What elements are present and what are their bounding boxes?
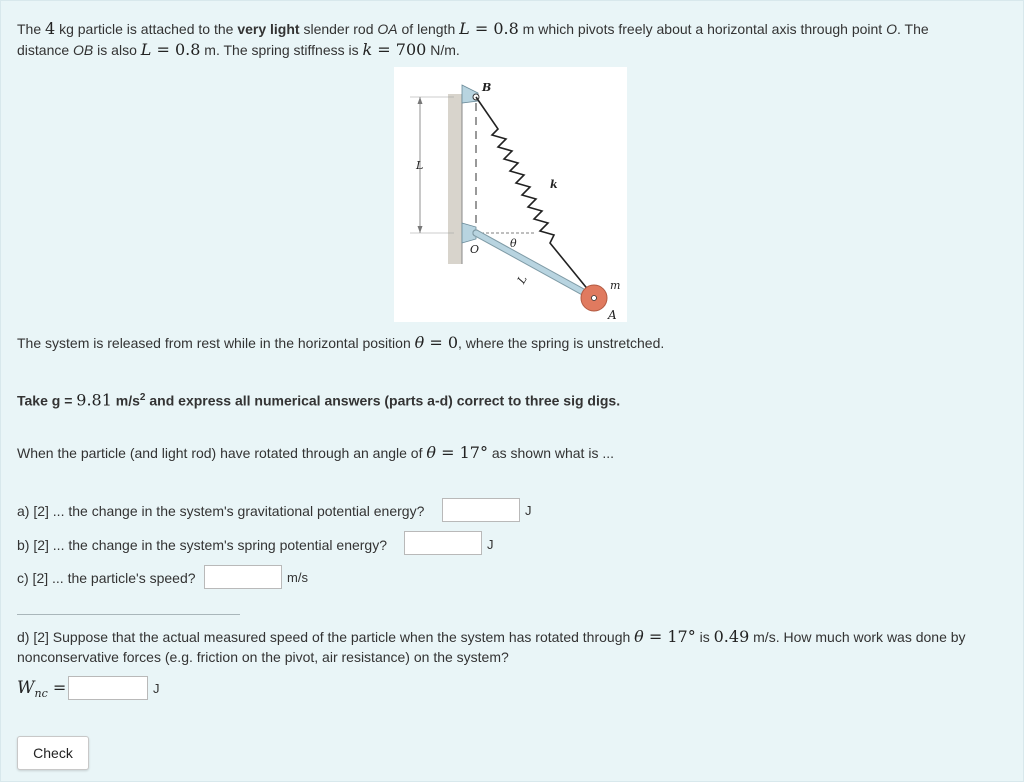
work-label [17,677,66,704]
intro-text: kg particle is attached to the [55,21,238,37]
release-text: The system is released from rest while in the horizontal position [17,335,415,351]
label-m: m [610,279,621,292]
release-text: , where the spring is unstretched. [458,335,665,351]
label-B: B [482,81,492,94]
intro-text: m. The spring stiffness is [200,42,363,58]
answer-b-unit: J [487,537,494,552]
intro-text: distance [17,42,74,58]
theta-symbol: θ [634,627,644,646]
check-button[interactable]: Check [17,736,89,770]
question-d-part: is [695,629,714,645]
intro-text: N/m. [426,42,460,58]
theta-symbol: θ [414,333,425,352]
stiffness-symbol: k [362,40,373,59]
label-theta: θ [510,237,517,250]
label-O: O [470,243,480,256]
theta-value: = 0 [424,333,459,352]
question-d-part: d) [2] Suppose that the actual measured speed of the particle when the system has rotated through [17,629,635,645]
dimension-arrow-top [418,97,423,104]
label-L-rod: L [514,273,530,286]
rotation-text: as shown what is ... [487,445,615,461]
problem-statement-line2 [17,39,460,61]
answer-d-input[interactable] [68,676,148,700]
length-value: = 0.8 [469,19,519,38]
wall [448,94,462,264]
pivot-label: O [886,21,897,37]
intro-text: . The [896,21,929,37]
mass-value: 4 [45,19,56,38]
instructions-unit: m/s [111,392,140,409]
intro-text: is also [93,42,141,58]
question-d-line2: nonconservative forces (e.g. friction on the pivot, air resistance) on the system? [17,649,509,665]
answer-d-unit: J [153,681,160,696]
instructions-superscript: 2 [139,392,146,403]
answer-a-unit: J [525,503,532,518]
work-symbol: W [17,678,35,698]
length-symbol: L [140,40,152,59]
dimension-arrow-bottom [418,226,423,233]
instructions-text: and express all numerical answers (parts a-d) correct to three sig digs. [145,392,621,409]
label-L-left: L [416,159,424,172]
intro-text: of length [397,21,460,37]
mechanism-figure [394,67,627,322]
theta-symbol: θ [426,443,437,462]
answer-c-unit: m/s [287,570,308,585]
intro-text: The [17,21,46,37]
work-equals: = [47,678,67,697]
problem-statement [17,18,929,40]
intro-text: m which pivots freely about a horizontal axis through point [518,21,887,37]
answer-c-input[interactable] [204,565,282,589]
length-symbol: L [459,19,470,38]
particle-joint [592,296,597,301]
instructions [17,387,620,412]
intro-bold: very light [237,21,300,37]
question-c-label: c) [2] ... the particle's speed? [17,570,196,586]
mechanism-diagram [394,67,627,322]
question-d-part: m/s. How much work was done by [749,629,966,645]
rod-label: OA [377,21,398,37]
stiffness-value: = 700 [372,40,427,59]
theta-value: = 17° [436,443,488,462]
measured-speed: 0.49 [713,627,750,646]
release-statement [17,332,664,354]
question-b-label: b) [2] ... the change in the system's spring potential energy? [17,537,387,553]
label-A: A [608,308,617,322]
rod [476,233,594,298]
question-d-text [17,626,966,648]
question-a-label: a) [2] ... the change in the system's gravitational potential energy? [17,503,425,519]
divider [17,614,240,615]
work-subscript: nc [34,686,48,700]
instructions-text: Take g = [17,392,77,409]
length-value: = 0.8 [151,40,201,59]
answer-a-input[interactable] [442,498,520,522]
theta-value: = 17° [643,627,696,646]
g-value: 9.81 [76,390,112,410]
rotation-text: When the particle (and light rod) have rotated through an angle of [17,445,427,461]
intro-text: slender rod [299,21,378,37]
ob-label: OB [73,42,94,58]
rotation-statement [17,442,614,464]
label-k: k [550,178,558,191]
answer-b-input[interactable] [404,531,482,555]
